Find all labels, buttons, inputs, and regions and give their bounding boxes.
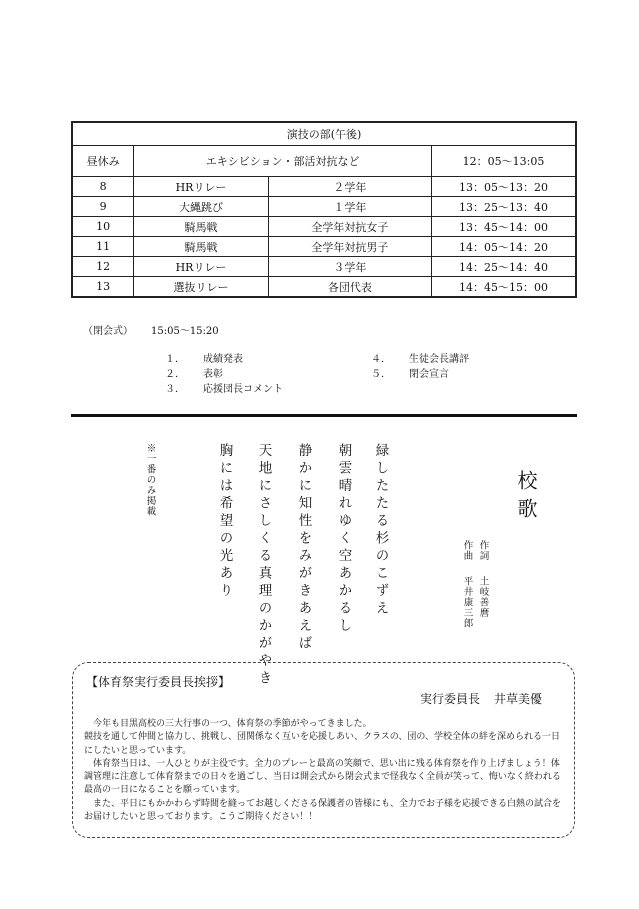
table-row bbox=[72, 277, 576, 298]
song-line: 天地にさしくる真理のかがやき bbox=[255, 443, 272, 688]
event-name: 大縄跳び bbox=[134, 197, 268, 217]
schedule-header-row bbox=[72, 122, 576, 146]
lyricist-label: 作詞 bbox=[477, 540, 489, 561]
event-time: 13：25〜13：40 bbox=[432, 197, 576, 217]
event-group: ２学年 bbox=[268, 177, 431, 197]
event-number: 10 bbox=[72, 217, 134, 237]
table-row bbox=[72, 257, 576, 277]
table-row bbox=[72, 237, 576, 257]
closing-ceremony-heading bbox=[83, 322, 219, 337]
event-group: 各団代表 bbox=[268, 277, 431, 298]
lyricist-name: 土岐善麿 bbox=[477, 576, 489, 618]
event-name: 騎馬戦 bbox=[134, 237, 268, 257]
event-group: １学年 bbox=[268, 197, 431, 217]
closing-time: 15:05〜15:20 bbox=[151, 326, 219, 337]
closing-item-number: ３． bbox=[165, 384, 185, 395]
greeting-paragraph: 体育祭当日は、一人ひとりが主役です。全力のプレーと最高の笑顔で、思い出に残る体育祭を作り上げましょう！体調管理に注意して体育祭までの日々を過ごし、当日は開会式から閉会式まで怪我なく全員が笑って、悔いなく終われる最高の一日になることを願っています。 bbox=[84, 758, 561, 796]
greeting-paragraph: 競技を通して仲間と協力し、挑戦し、団関係なく互いを応援しあい、クラスの、団の、学校全体の絆を深められる一日にしたいと思っています。 bbox=[84, 732, 561, 756]
closing-item-text: 表彰 bbox=[203, 369, 223, 380]
event-time: 13：45〜14：00 bbox=[432, 217, 576, 237]
event-group: 全学年対抗女子 bbox=[268, 217, 431, 237]
greeting-body bbox=[84, 718, 568, 824]
table-row bbox=[72, 217, 576, 237]
composer-label: 作曲 bbox=[461, 540, 473, 561]
song-note: ※一番のみ掲載 bbox=[144, 443, 156, 517]
event-time: 14：45〜15：00 bbox=[432, 277, 576, 298]
closing-item bbox=[371, 365, 449, 380]
closing-label: （閉会式） bbox=[83, 326, 133, 337]
event-time: 14：25〜14：40 bbox=[432, 257, 576, 277]
closing-item-text: 閉会宣言 bbox=[409, 369, 449, 380]
event-name: 騎馬戦 bbox=[134, 217, 268, 237]
event-number: 8 bbox=[72, 177, 134, 197]
lunch-time: 12：05〜13:05 bbox=[432, 146, 576, 177]
event-group: 全学年対抗男子 bbox=[268, 237, 431, 257]
schedule-table bbox=[71, 121, 577, 298]
song-line: 胸には希望の光あり bbox=[216, 443, 233, 601]
closing-item-number: ２． bbox=[165, 369, 185, 380]
event-number: 11 bbox=[72, 237, 134, 257]
event-number: 9 bbox=[72, 197, 134, 217]
event-name: HRリレー bbox=[134, 257, 268, 277]
closing-item-text: 生徒会長講評 bbox=[409, 354, 469, 365]
closing-item-text: 応援団長コメント bbox=[203, 384, 283, 395]
greeting-paragraph: 今年も目黒高校の三大行事の一つ、体育祭の季節がやってきました。 bbox=[93, 719, 372, 729]
closing-item-number: ５． bbox=[371, 369, 391, 380]
closing-item bbox=[165, 365, 223, 380]
event-number: 13 bbox=[72, 277, 134, 298]
greeting-role: 実行委員長 bbox=[420, 692, 481, 706]
song-line: 静かに知性をみがきあえば bbox=[295, 443, 312, 653]
closing-item-number: １． bbox=[165, 354, 185, 365]
lunch-label: 昼休み bbox=[72, 146, 134, 177]
closing-item bbox=[165, 350, 243, 365]
song-line: 朝雲晴れゆく空あかるし bbox=[335, 443, 352, 636]
song-line: 緑したたる杉のこずえ bbox=[372, 443, 389, 618]
table-row bbox=[72, 177, 576, 197]
event-time: 13：05〜13：20 bbox=[432, 177, 576, 197]
table-row bbox=[72, 197, 576, 217]
closing-item bbox=[165, 380, 283, 395]
event-time: 14：05〜14：20 bbox=[432, 237, 576, 257]
school-song-title: 校歌 bbox=[514, 470, 538, 526]
closing-item-text: 成績発表 bbox=[203, 354, 243, 365]
event-name: 選抜リレー bbox=[134, 277, 268, 298]
greeting-name: 井草美優 bbox=[494, 692, 543, 706]
greeting-title: 【体育祭実行委員長挨拶】 bbox=[86, 675, 231, 689]
lunch-event: エキシビション・部活対抗など bbox=[134, 146, 432, 177]
greeting-signature bbox=[420, 690, 542, 707]
event-number: 12 bbox=[72, 257, 134, 277]
event-name: HRリレー bbox=[134, 177, 268, 197]
section-divider bbox=[71, 414, 577, 417]
closing-item-number: ４． bbox=[371, 354, 391, 365]
event-group: ３学年 bbox=[268, 257, 431, 277]
lunch-row bbox=[72, 146, 576, 177]
section-title: 演技の部(午後) bbox=[72, 122, 576, 146]
closing-item bbox=[371, 350, 469, 365]
composer-name: 平井康三郎 bbox=[461, 576, 473, 629]
greeting-paragraph: また、平日にもかかわらず時間を縫ってお越しくださる保護者の皆様にも、全力でお子様を応援できる白熱の試合をお届けしたいと思っております。こうご期待ください！！ bbox=[84, 798, 562, 823]
